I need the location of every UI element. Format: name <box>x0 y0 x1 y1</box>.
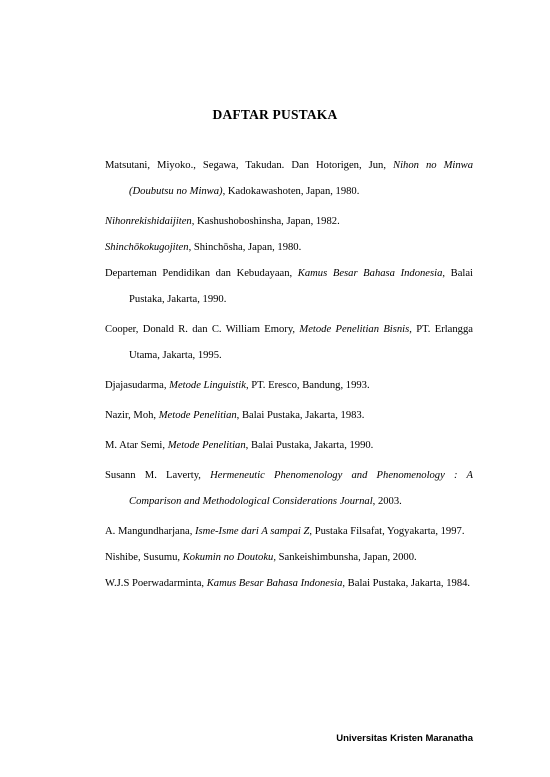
reference-text: Nishibe, Susumu, <box>105 552 183 563</box>
reference-text: Cooper, Donald R. dan C. William Emory, <box>105 324 300 335</box>
reference-work-title: Kamus Besar Bahasa Indonesia <box>206 578 343 589</box>
reference-text: , Balai Pustaka, Jakarta, 1990. <box>245 440 374 451</box>
reference-work-title: Nihon no Minwa (Doubutsu no Minwa) <box>129 160 473 197</box>
reference-text: Djajasudarma, <box>105 380 170 391</box>
reference-text: Departeman Pendidikan dan Kebudayaan, <box>105 268 298 279</box>
reference-text: , Pustaka Filsafat, Yogyakarta, 1997. <box>309 526 465 537</box>
reference-text: , Balai Pustaka, Jakarta, 1984. <box>342 578 471 589</box>
reference-text: Nazir, Moh, <box>105 410 159 421</box>
reference-work-title: Isme-Isme dari A sampai Z <box>195 526 310 537</box>
reference-text: , Sankeishimbunsha, Japan, 2000. <box>273 552 417 563</box>
reference-entry <box>105 153 473 205</box>
reference-entry <box>105 545 473 571</box>
reference-entry <box>105 209 473 235</box>
institution-footer: Universitas Kristen Maranatha <box>336 733 473 744</box>
reference-work-title: Kokumin no Doutoku <box>182 552 274 563</box>
reference-text: M. Atar Semi, <box>105 440 168 451</box>
reference-work-title: Kamus Besar Bahasa Indonesia <box>297 268 443 279</box>
page-title: DAFTAR PUSTAKA <box>212 107 338 122</box>
reference-work-title: Metode Penelitian Bisnis <box>299 324 410 335</box>
reference-entry <box>105 317 473 369</box>
reference-text: , Balai Pustaka, Jakarta, 1990. <box>129 268 473 305</box>
reference-text: , 2003. <box>372 496 402 507</box>
reference-text: , Shinchōsha, Japan, 1980. <box>188 242 302 253</box>
reference-text: , PT. Eresco, Bandung, 1993. <box>245 380 370 391</box>
reference-text: A. Mangundharjana, <box>105 526 196 537</box>
reference-entry <box>105 463 473 515</box>
reference-work-title: Hermeneutic Phenomenology and Phenomenology : A Comparison and Methodological Considerations Journal <box>129 470 473 507</box>
reference-work-title: Metode Linguistik <box>169 380 246 391</box>
reference-text: W.J.S Poerwadarminta, <box>105 578 207 589</box>
reference-text: , Kashushoboshinsha, Japan, 1982. <box>191 216 340 227</box>
reference-work-title: Metode Penelitian <box>167 440 246 451</box>
reference-work-title: Nihonrekishidaijiten <box>105 216 192 227</box>
reference-entry <box>105 261 473 313</box>
reference-work-title: Metode Penelitian <box>158 410 237 421</box>
reference-text: , Kadokawashoten, Japan, 1980. <box>222 186 360 197</box>
reference-entry <box>105 571 473 597</box>
reference-entry <box>105 519 473 545</box>
reference-text: Matsutani, Miyoko., Segawa, Takudan. Dan Hotorigen, Jun, <box>105 160 394 171</box>
reference-entry <box>105 235 473 261</box>
reference-entry <box>105 373 473 399</box>
reference-text: , Balai Pustaka, Jakarta, 1983. <box>236 410 365 421</box>
reference-entry <box>105 403 473 429</box>
reference-text: Susann M. Laverty, <box>105 470 211 481</box>
reference-text: , PT. Erlangga Utama, Jakarta, 1995. <box>129 324 473 361</box>
reference-list <box>105 153 473 597</box>
reference-work-title: Shinchōkokugojiten <box>105 242 189 253</box>
reference-entry <box>105 433 473 459</box>
